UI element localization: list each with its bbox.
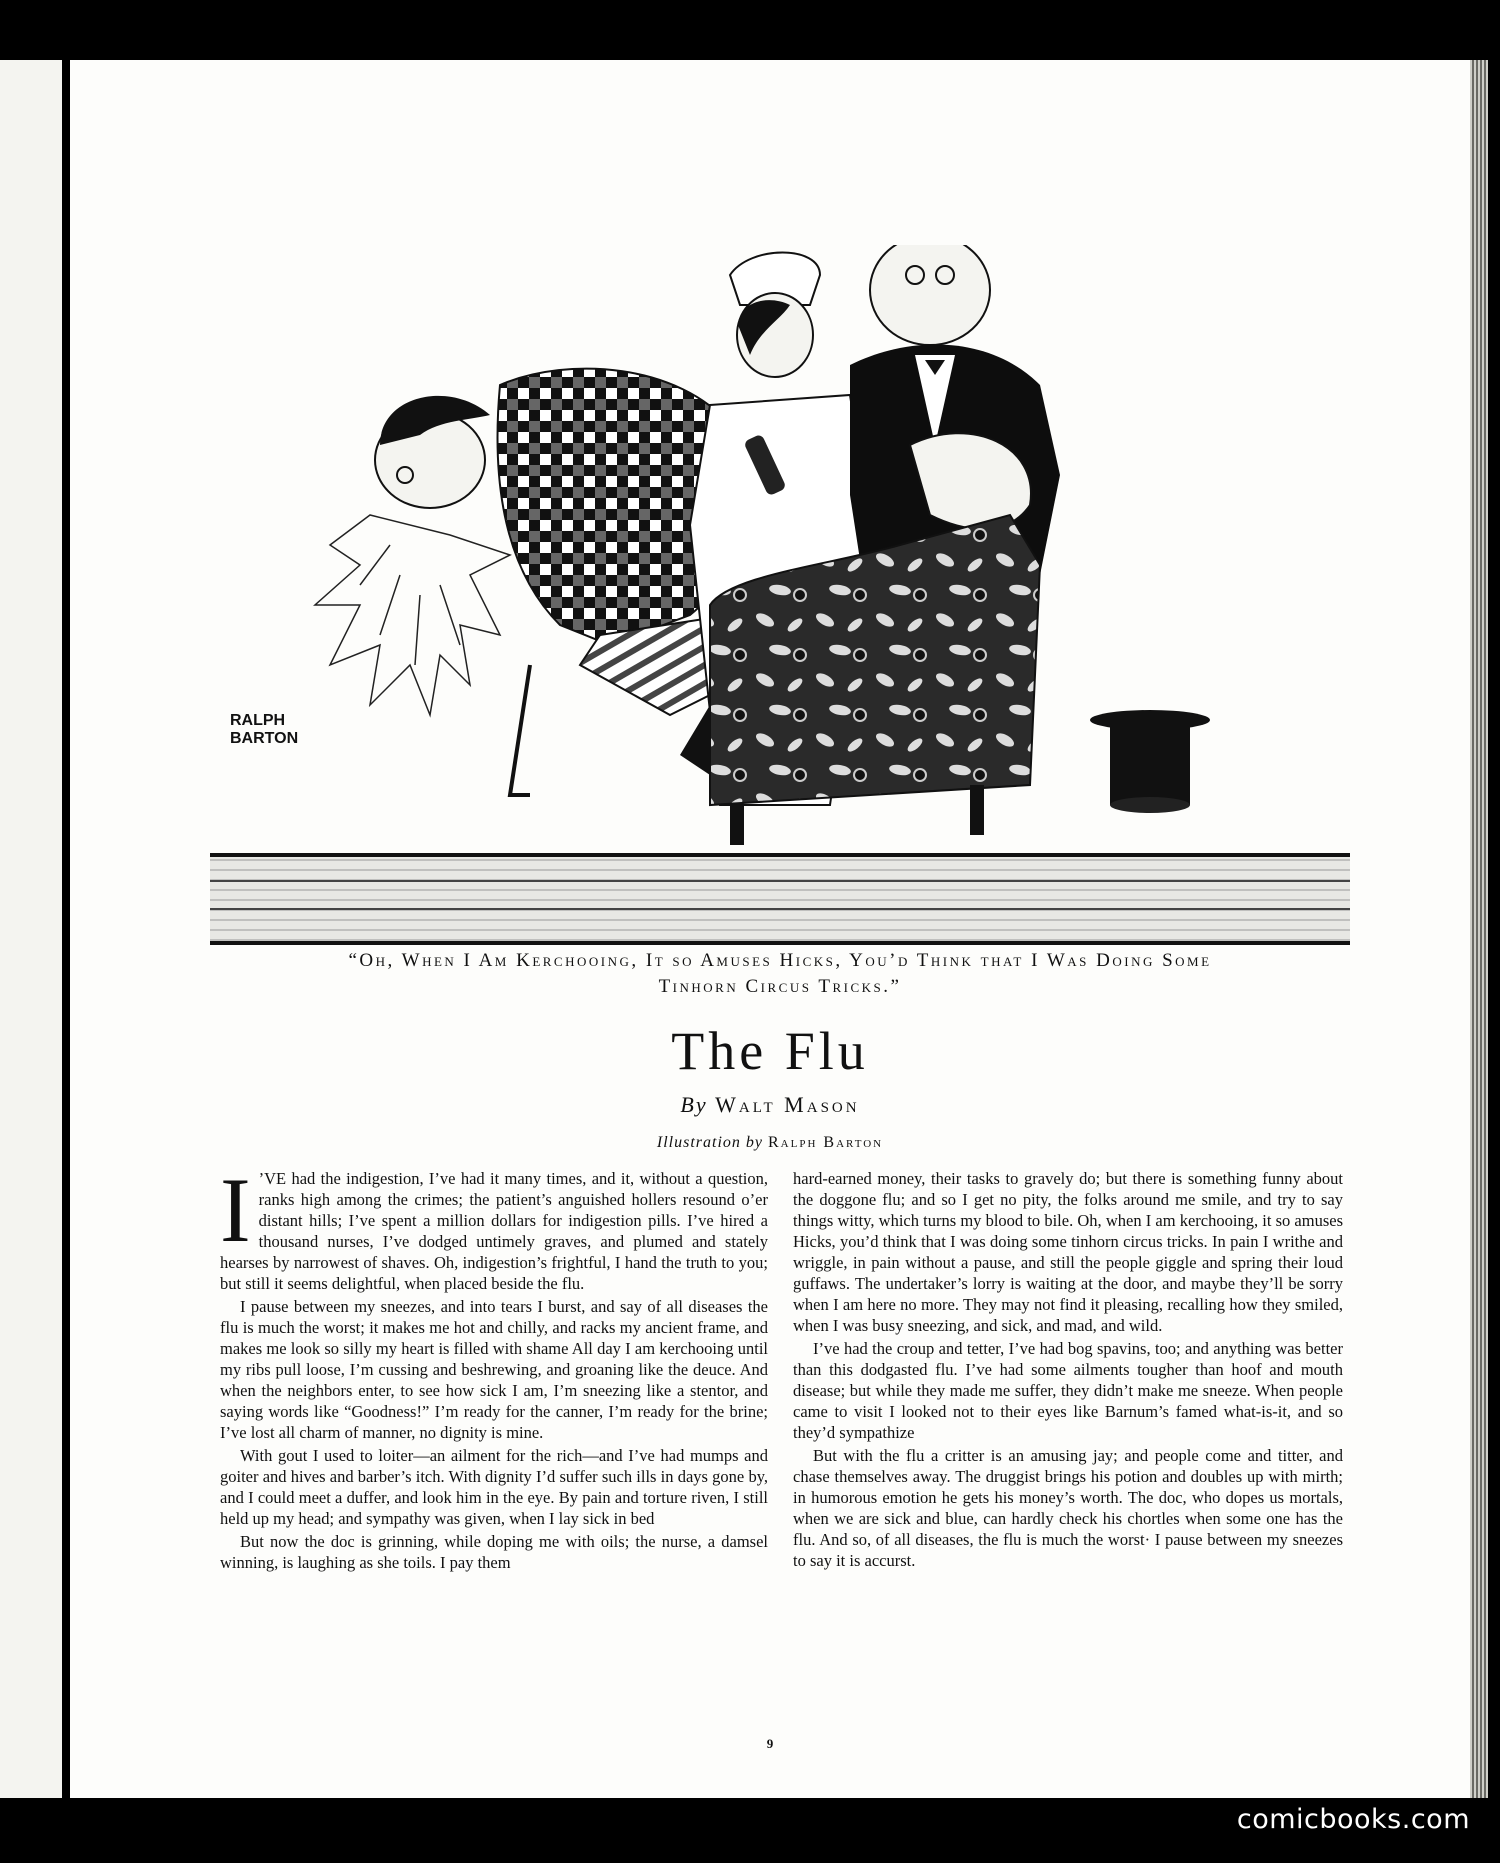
byline-prefix: By [680,1092,708,1117]
byline [70,1092,1470,1118]
paragraph: But with the flu a critter is an amusing jay; and people come and titter, and chase themselves away. The druggist brings his potion and doubles up with mirth; in humorous emotion he gets his money’s worth. The doc, who dopes us mortals, when we are sick and blue, can hardly check his chortles when some one has the flu. And so, of all diseases, the flu is much the worst· I pause between my sneezes to say it is accurst. [793,1446,1343,1570]
magazine-page [70,60,1470,1798]
paragraph: With gout I used to loiter—an ailment for the rich—and I’ve had mumps and goiter and hives and barber’s itch. With dignity I’d suffer such ills in days gone by, and I could meet a duffer, and look him in the eye. By pain and torture riven, I still held up my head; and sympathy was given, when I lay sick in bed [220,1446,768,1528]
article-column-left [220,1159,768,1575]
floor [210,855,1350,945]
illustration-caption [230,948,1330,1000]
svg-text:RALPH: RALPH [230,712,286,729]
illustrator-name: Ralph Barton [768,1134,884,1151]
cartoon-illustration [210,245,1350,945]
paragraph: I’ve had the croup and tetter, I’ve had bog spavins, too; and anything was better than this dodgasted flu. I’ve had some ailments tougher than hoof and mouth disease; but while they made me suffer, they didn’t make me sneeze. When people came to visit I looked not to their eyes like Barnum’s famed what-is-it, and so they’d sympathize [793,1339,1343,1442]
paragraph: I pause between my sneezes, and into tears I burst, and say of all diseases the flu is much the worst; it makes me hot and chilly, and racks my ancient frame, and makes me look so silly my heart is filled with shame All day I am kerchooing until my ribs pull loose, I’m cussing and beshrewing, and groaning like the deuce. And when the neighbors enter, to see how sick I am, I’m sneezing like a stentor, and saying words like “Goodness!” I’m ready for the canner, I’m ready for the brine; I’ve lost all charm of manner, no dignity is mine. [220,1297,768,1442]
site-watermark: comicbooks.com [1236,1804,1470,1835]
article-title: The Flu [671,1021,869,1081]
adjacent-page-edge [0,60,62,1798]
page-stack-edge [1470,60,1488,1798]
paragraph-text: ’VE had the indigestion, I’ve had it many times, and it, without a question, ranks high among the crimes; the patient’s anguished hollers resound o’er distant hills; I’ve spent a million dollars for indigestion pills. I’ve hired a thousand nurses, I’ve dodged untimely graves, and plumed and stately hearses by narrowest of shaves. Oh, indigestion’s frightful, I hand the truth to you; but still it seems delightful, when placed beside the flu. [220,1169,768,1293]
top-hat [1090,710,1210,813]
illustration-credit [70,1134,1470,1152]
paragraph [220,1159,768,1294]
article-column-right [793,1168,1343,1573]
paragraph: hard-earned money, their tasks to gravely do; but there is something funny about the doggone flu; and so I get no pity, the folks around me smile, and try to say things witty, which turns my blood to bile. Oh, when I am kerchooing, it so amuses Hicks, you’d think that I was doing some tinhorn circus tricks. In pain I writhe and wriggle, in pain without a pause, and still the people giggle and spring their loud guffaws. The undertaker’s lorry is waiting at the door, and maybe they’ll be sorry when I am here no more. They may not find it pleasing, recalling how they smiled, when I was busy sneezing, and sick, and mad, and wild. [793,1169,1343,1335]
artist-signature [230,712,298,747]
caption-line: “Oh, When I Am Kerchooing, It so Amuses Hicks, You’d Think that I Was Doing Some [348,950,1212,971]
page-number: 9 [766,1736,774,1751]
sneeze-burst [315,515,510,715]
author-name: Walt Mason [715,1092,860,1117]
illustration-credit-prefix: Illustration by [656,1134,763,1151]
caption-line: Tinhorn Circus Tricks.” [658,976,902,997]
drop-cap: I [220,1159,251,1261]
paragraph: But now the doc is grinning, while doping me with oils; the nurse, a damsel winning, is laughing as she toils. I pay them [220,1532,768,1572]
svg-text:BARTON: BARTON [230,730,299,747]
